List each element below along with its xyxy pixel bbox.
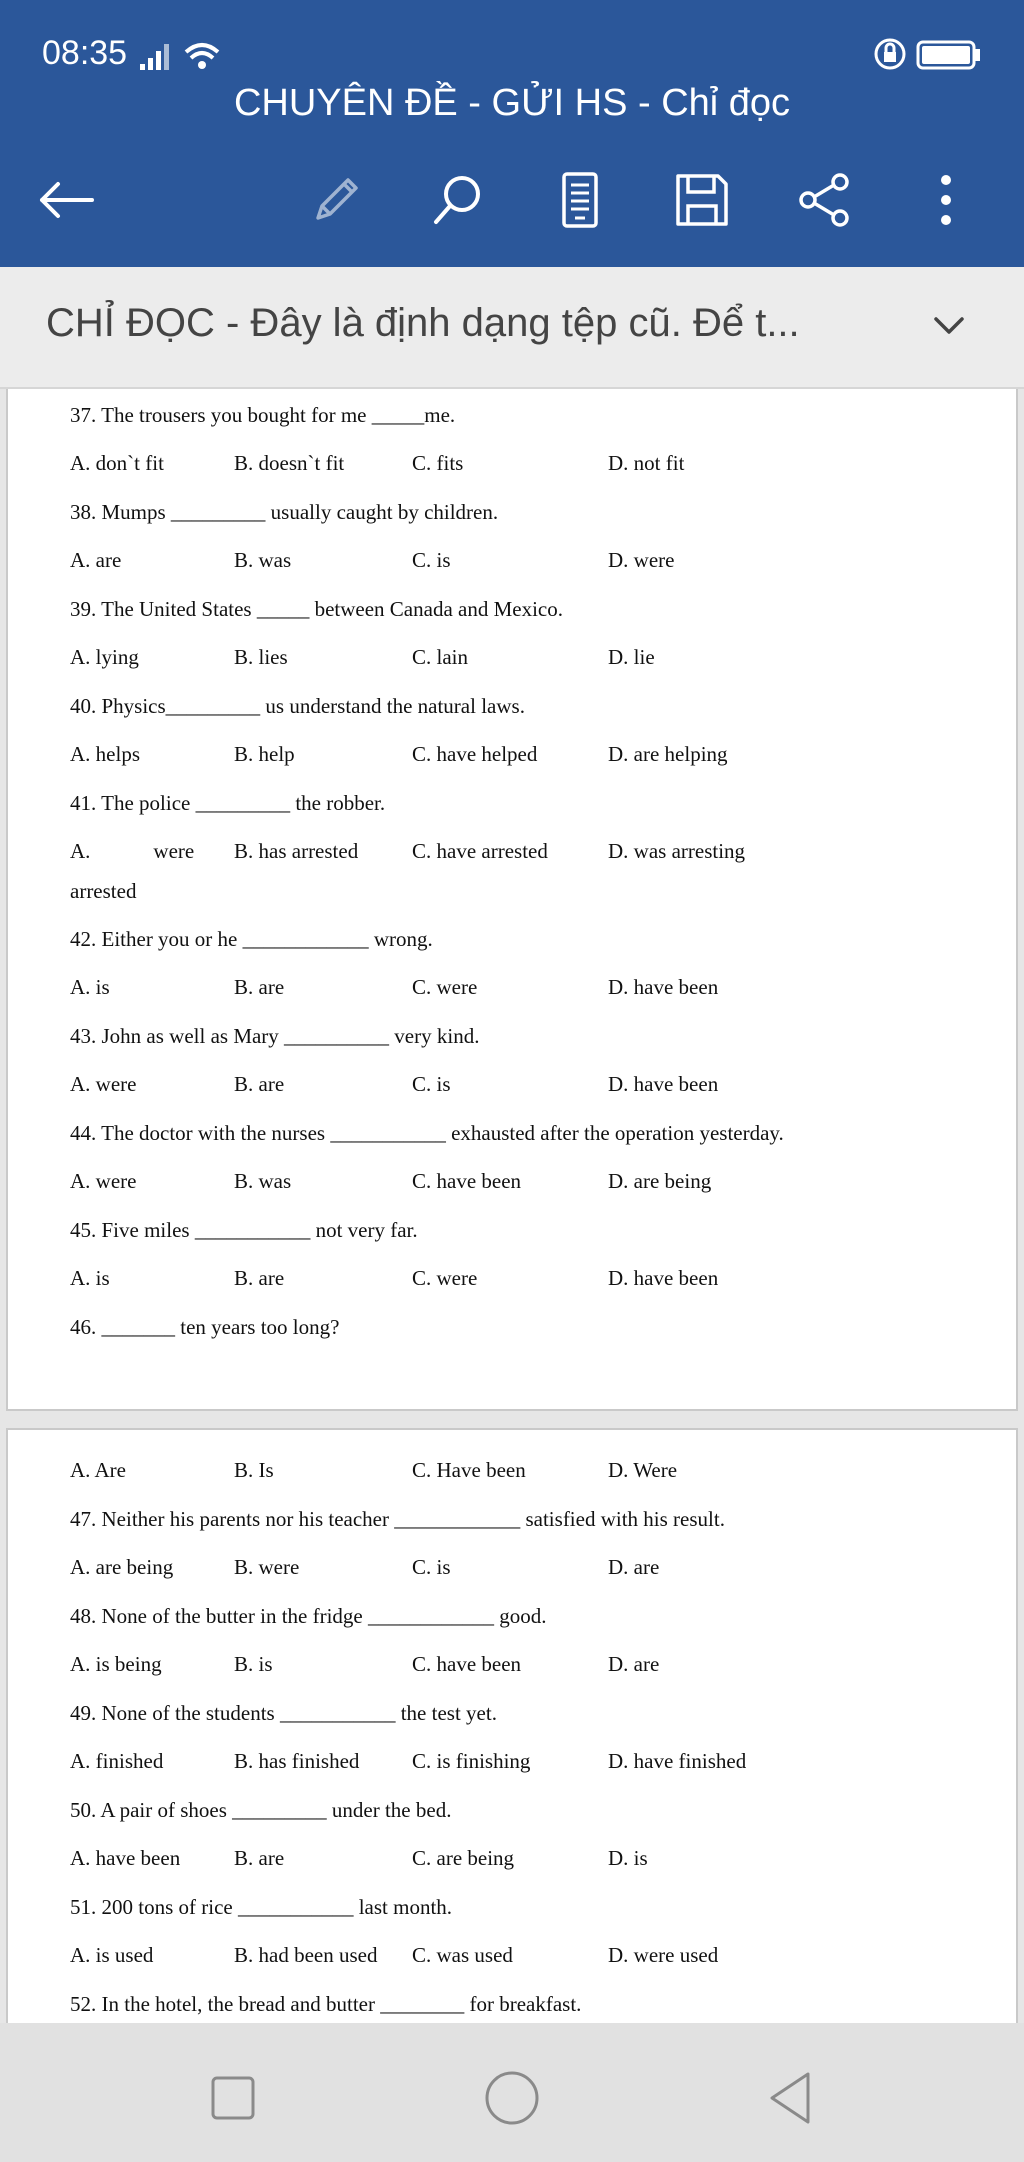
option-c: C. is (412, 1555, 451, 1579)
question-42: 42. Either you or he ____________ wrong. (70, 927, 433, 951)
option-b: B. help (234, 742, 295, 766)
option-c: C. have been (412, 1652, 522, 1676)
question-38: 38. Mumps _________ usually caught by children. (70, 500, 499, 524)
option-c: C. are being (412, 1846, 515, 1870)
option-c: C. have arrested (412, 839, 548, 863)
back-nav-button[interactable] (750, 2058, 830, 2138)
option-b: B. is (234, 1652, 273, 1676)
document-title: CHUYÊN ĐỀ - GỬI HS - Chỉ đọc (233, 82, 791, 124)
option-c: C. lain (412, 645, 468, 669)
save-icon (674, 172, 730, 228)
option-b: B. was (234, 548, 292, 572)
more-options-button[interactable] (906, 160, 986, 240)
option-d: D. were (608, 548, 675, 572)
option-a: A. finished (70, 1749, 164, 1773)
edit-button[interactable] (296, 160, 376, 240)
question-44: 44. The doctor with the nurses ___________ exhausted after the operation yesterday. (70, 1121, 784, 1145)
signal-wifi-icon (140, 38, 230, 72)
option-c: C. Have been (412, 1458, 526, 1482)
option-b: B. are (234, 1266, 285, 1290)
option-b: B. are (234, 1846, 285, 1870)
search-icon (430, 172, 486, 228)
option-b: B. lies (234, 645, 288, 669)
system-navigation-bar (0, 2023, 1024, 2162)
back-arrow-icon (36, 178, 96, 222)
option-c: C. have been (412, 1169, 522, 1193)
option-c: C. were (412, 975, 478, 999)
reading-view-button[interactable] (540, 160, 620, 240)
document-area[interactable] (0, 389, 1024, 2023)
option-d: D. are (608, 1652, 660, 1676)
status-time: 08:35 (42, 34, 128, 72)
option-b: B. had been used (234, 1943, 378, 1967)
option-a: A. Are (70, 1458, 126, 1482)
question-39: 39. The United States _____ between Canada and Mexico. (70, 597, 563, 621)
option-a-wrap: arrested (70, 879, 137, 903)
option-c: C. was used (412, 1943, 513, 1967)
toolbar (0, 160, 1024, 240)
option-a: A. were (70, 1169, 137, 1193)
more-vertical-icon (936, 172, 956, 228)
square-icon (209, 2074, 257, 2122)
option-c: C. have helped (412, 742, 538, 766)
option-b: B. was (234, 1169, 292, 1193)
pencil-icon (308, 172, 364, 228)
chevron-down-icon[interactable] (924, 301, 974, 351)
option-b: B. has arrested (234, 839, 359, 863)
option-b: B. are (234, 975, 285, 999)
option-d: D. Were (608, 1458, 678, 1482)
option-a: A. were (70, 1072, 137, 1096)
option-d: D. are (608, 1555, 660, 1579)
option-a: A. is (70, 1266, 110, 1290)
option-d: D. are being (608, 1169, 712, 1193)
document-page (6, 1428, 1018, 2023)
option-d: D. have been (608, 1266, 719, 1290)
question-48: 48. None of the butter in the fridge ____________ good. (70, 1604, 547, 1628)
option-d: D. have finished (608, 1749, 747, 1773)
option-c: C. were (412, 1266, 478, 1290)
option-a: A. are (70, 548, 122, 572)
option-a: A. is (70, 975, 110, 999)
back-button[interactable] (26, 160, 106, 240)
option-a: A. were (70, 839, 195, 863)
save-button[interactable] (662, 160, 742, 240)
option-a: A. is used (70, 1943, 154, 1967)
option-a: A. are being (70, 1555, 174, 1579)
option-d: D. is (608, 1846, 648, 1870)
option-c: C. is finishing (412, 1749, 531, 1773)
home-button[interactable] (472, 2058, 552, 2138)
option-a: A. helps (70, 742, 140, 766)
search-button[interactable] (418, 160, 498, 240)
read-only-message: CHỈ ĐỌC - Đây là định dạng tệp cũ. Để t... (46, 301, 800, 345)
option-b: B. are (234, 1072, 285, 1096)
option-a: A. lying (70, 645, 139, 669)
option-a: A. don`t fit (70, 451, 164, 475)
mobile-view-icon (560, 171, 600, 229)
question-51: 51. 200 tons of rice ___________ last month. (70, 1895, 453, 1919)
question-52: 52. In the hotel, the bread and butter ________ for breakfast. (70, 1992, 582, 2016)
triangle-back-icon (766, 2070, 814, 2126)
option-d: D. was arresting (608, 839, 746, 863)
question-50: 50. A pair of shoes _________ under the bed. (70, 1798, 452, 1822)
option-b: B. were (234, 1555, 300, 1579)
option-a: A. have been (70, 1846, 181, 1870)
share-button[interactable] (784, 160, 864, 240)
option-a: A. is being (70, 1652, 162, 1676)
document-page (6, 389, 1018, 1411)
option-b: B. has finished (234, 1749, 360, 1773)
question-43: 43. John as well as Mary __________ very kind. (70, 1024, 480, 1048)
question-49: 49. None of the students ___________ the test yet. (70, 1701, 497, 1725)
question-37: 37. The trousers you bought for me _____me. (70, 403, 456, 427)
option-c: C. fits (412, 451, 464, 475)
question-41: 41. The police _________ the robber. (70, 791, 386, 815)
battery-icon (874, 36, 984, 72)
read-only-banner[interactable] (0, 267, 1024, 389)
option-d: D. have been (608, 975, 719, 999)
option-d: D. lie (608, 645, 655, 669)
question-40: 40. Physics_________ us understand the natural laws. (70, 694, 525, 718)
question-46: 46. _______ ten years too long? (70, 1315, 340, 1339)
app-bar (0, 0, 1024, 267)
circle-icon (484, 2070, 540, 2126)
question-47: 47. Neither his parents nor his teacher ____________ satisfied with his result. (70, 1507, 725, 1531)
recent-apps-button[interactable] (193, 2058, 273, 2138)
option-b: B. doesn`t fit (234, 451, 345, 475)
option-c: C. is (412, 548, 451, 572)
option-d: D. not fit (608, 451, 685, 475)
option-c: C. is (412, 1072, 451, 1096)
option-d: D. were used (608, 1943, 719, 1967)
share-icon (796, 172, 852, 228)
option-d: D. are helping (608, 742, 728, 766)
option-d: D. have been (608, 1072, 719, 1096)
option-b: B. Is (234, 1458, 274, 1482)
question-45: 45. Five miles ___________ not very far. (70, 1218, 418, 1242)
